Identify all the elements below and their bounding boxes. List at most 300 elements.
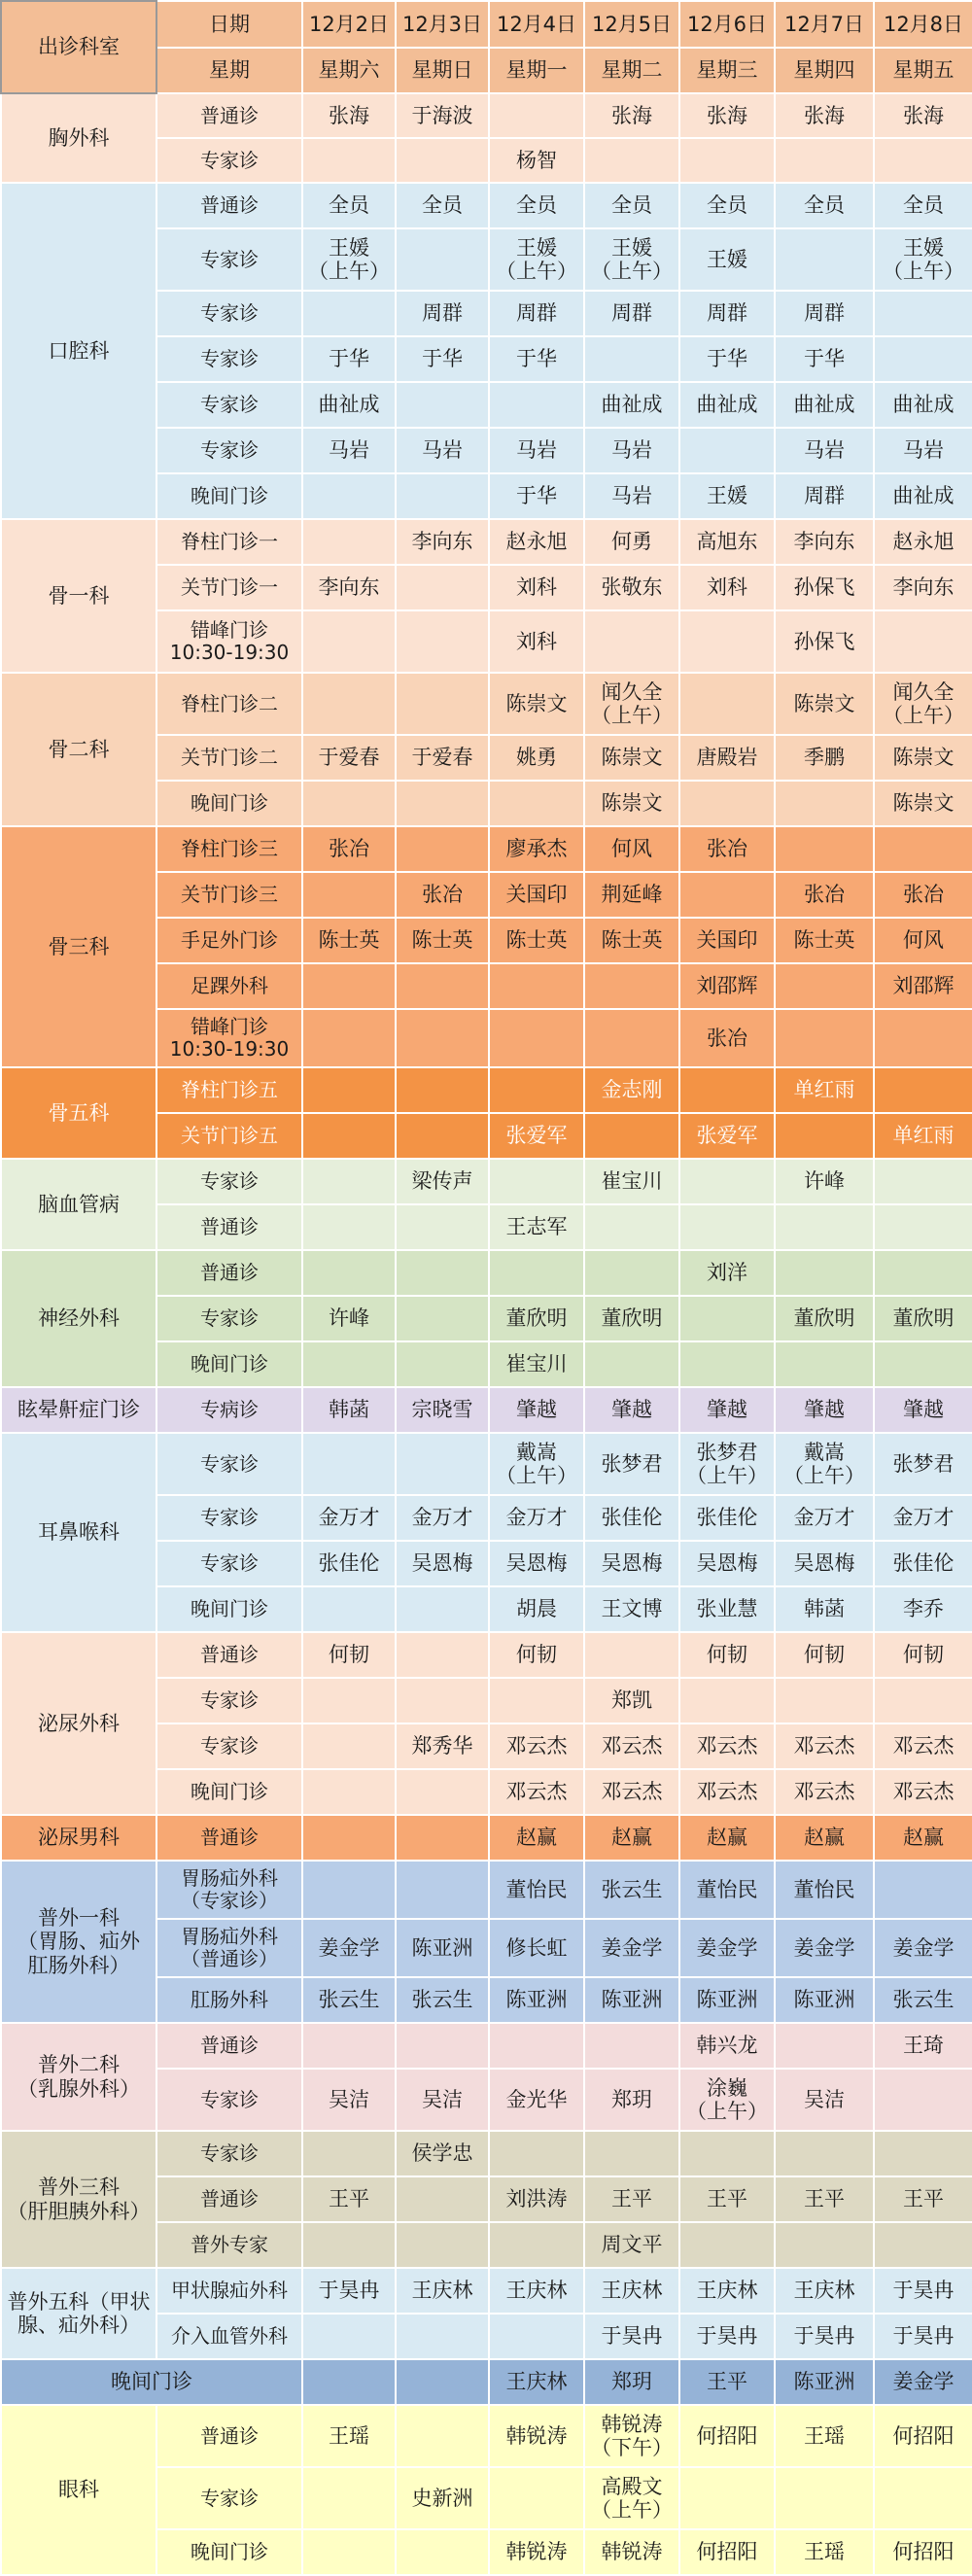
doctor-cell: 韩锐涛 （下午） bbox=[584, 2405, 679, 2467]
service-type: 关节门诊五 bbox=[156, 1113, 302, 1159]
doctor-cell: 董欣明 bbox=[584, 1296, 679, 1341]
doctor-cell: 陈亚洲 bbox=[679, 1977, 775, 2023]
doctor-cell bbox=[302, 1815, 396, 1861]
schedule-row bbox=[1, 1387, 972, 1433]
doctor-cell: 陈士英 bbox=[489, 918, 584, 963]
service-type: 专家诊 bbox=[156, 1678, 302, 1723]
doctor-cell: 陈士英 bbox=[302, 918, 396, 963]
service-type: 脊柱门诊五 bbox=[156, 1067, 302, 1113]
doctor-cell: 张业慧 bbox=[679, 1586, 775, 1632]
doctor-cell: 郑玥 bbox=[584, 2359, 679, 2405]
doctor-cell bbox=[396, 1769, 489, 1815]
doctor-cell: 吴恩梅 bbox=[775, 1541, 874, 1586]
weekday-cell: 星期五 bbox=[874, 48, 972, 93]
doctor-cell: 王瑶 bbox=[775, 2529, 874, 2575]
weekday-cell: 星期三 bbox=[679, 48, 775, 93]
doctor-cell bbox=[302, 1769, 396, 1815]
doctor-cell bbox=[489, 2023, 584, 2069]
weekday-cell: 星期六 bbox=[302, 48, 396, 93]
doctor-cell bbox=[584, 1113, 679, 1159]
doctor-cell: 邓云杰 bbox=[679, 1769, 775, 1815]
doctor-cell bbox=[874, 610, 972, 673]
department-name: 骨三科 bbox=[1, 826, 156, 1067]
doctor-cell: 何韧 bbox=[489, 1632, 584, 1678]
doctor-cell bbox=[396, 2314, 489, 2359]
department-name: 泌尿男科 bbox=[1, 1815, 156, 1861]
doctor-cell: 王庆林 bbox=[396, 2268, 489, 2314]
schedule-row bbox=[1, 1067, 972, 1113]
doctor-cell bbox=[396, 1341, 489, 1387]
doctor-cell bbox=[396, 1433, 489, 1495]
doctor-cell: 王媛 （上午） bbox=[584, 228, 679, 291]
doctor-cell bbox=[302, 2023, 396, 2069]
doctor-cell: 吴洁 bbox=[302, 2069, 396, 2131]
doctor-cell: 全员 bbox=[489, 183, 584, 228]
doctor-cell bbox=[396, 138, 489, 183]
doctor-cell bbox=[396, 963, 489, 1009]
doctor-cell: 孙保飞 bbox=[775, 565, 874, 610]
doctor-cell: 刘科 bbox=[679, 565, 775, 610]
doctor-cell: 姜金学 bbox=[302, 1919, 396, 1977]
service-type: 专家诊 bbox=[156, 138, 302, 183]
doctor-cell: 张冶 bbox=[775, 872, 874, 918]
date-cell: 12月4日 bbox=[489, 1, 584, 48]
doctor-cell: 张云生 bbox=[584, 1861, 679, 1919]
doctor-cell bbox=[302, 673, 396, 735]
doctor-cell: 金光华 bbox=[489, 2069, 584, 2131]
doctor-cell: 周文平 bbox=[584, 2222, 679, 2268]
service-type: 专家诊 bbox=[156, 228, 302, 291]
service-type: 专家诊 bbox=[156, 1159, 302, 1204]
doctor-cell: 姜金学 bbox=[679, 1919, 775, 1977]
doctor-cell: 全员 bbox=[302, 183, 396, 228]
doctor-cell bbox=[679, 781, 775, 826]
doctor-cell: 于昊冉 bbox=[874, 2314, 972, 2359]
doctor-cell: 韩锐涛 bbox=[584, 2529, 679, 2575]
doctor-cell bbox=[489, 1250, 584, 1296]
doctor-cell: 王媛 bbox=[679, 473, 775, 519]
doctor-cell bbox=[302, 519, 396, 565]
doctor-cell bbox=[396, 2222, 489, 2268]
doctor-cell: 赵赢 bbox=[489, 1815, 584, 1861]
doctor-cell: 陈崇文 bbox=[874, 781, 972, 826]
doctor-cell bbox=[775, 138, 874, 183]
doctor-cell: 韩菡 bbox=[302, 1387, 396, 1433]
doctor-cell bbox=[775, 228, 874, 291]
weekday-cell: 星期二 bbox=[584, 48, 679, 93]
doctor-cell: 张冶 bbox=[679, 1009, 775, 1067]
doctor-cell: 陈亚洲 bbox=[775, 1977, 874, 2023]
doctor-cell: 肇越 bbox=[874, 1387, 972, 1433]
doctor-cell: 王庆林 bbox=[679, 2268, 775, 2314]
doctor-cell bbox=[396, 1586, 489, 1632]
doctor-cell: 李向东 bbox=[302, 565, 396, 610]
doctor-cell bbox=[396, 1113, 489, 1159]
doctor-cell: 陈崇文 bbox=[874, 735, 972, 781]
schedule-row bbox=[1, 1632, 972, 1678]
doctor-cell: 赵赢 bbox=[584, 1815, 679, 1861]
doctor-cell: 马岩 bbox=[874, 428, 972, 473]
doctor-cell: 陈亚洲 bbox=[396, 1919, 489, 1977]
doctor-cell: 王庆林 bbox=[584, 2268, 679, 2314]
doctor-cell bbox=[874, 2467, 972, 2529]
doctor-cell: 韩锐涛 bbox=[489, 2529, 584, 2575]
service-type: 专家诊 bbox=[156, 2131, 302, 2176]
service-type: 普通诊 bbox=[156, 2176, 302, 2222]
doctor-cell bbox=[396, 781, 489, 826]
doctor-cell: 王平 bbox=[302, 2176, 396, 2222]
doctor-cell: 邓云杰 bbox=[775, 1723, 874, 1769]
doctor-cell: 张爱军 bbox=[679, 1113, 775, 1159]
service-type: 脊柱门诊一 bbox=[156, 519, 302, 565]
date-cell: 12月8日 bbox=[874, 1, 972, 48]
doctor-cell: 肇越 bbox=[489, 1387, 584, 1433]
doctor-cell: 史新洲 bbox=[396, 2467, 489, 2529]
doctor-cell: 陈士英 bbox=[584, 918, 679, 963]
doctor-cell bbox=[679, 872, 775, 918]
doctor-cell: 李乔 bbox=[874, 1586, 972, 1632]
doctor-cell: 张佳伦 bbox=[874, 1541, 972, 1586]
doctor-cell: 邓云杰 bbox=[775, 1769, 874, 1815]
doctor-cell bbox=[584, 1204, 679, 1250]
doctor-cell: 董怡民 bbox=[775, 1861, 874, 1919]
service-type: 晚间门诊 bbox=[156, 2529, 302, 2575]
doctor-cell bbox=[679, 2222, 775, 2268]
doctor-cell bbox=[302, 2359, 396, 2405]
doctor-cell bbox=[775, 826, 874, 872]
doctor-cell bbox=[584, 2131, 679, 2176]
doctor-cell: 陈崇文 bbox=[584, 735, 679, 781]
doctor-cell: 吴洁 bbox=[396, 2069, 489, 2131]
doctor-cell: 张海 bbox=[775, 93, 874, 138]
doctor-cell bbox=[302, 1723, 396, 1769]
doctor-cell: 陈亚洲 bbox=[584, 1977, 679, 2023]
doctor-cell: 于昊冉 bbox=[775, 2314, 874, 2359]
doctor-cell: 廖承杰 bbox=[489, 826, 584, 872]
doctor-cell: 张云生 bbox=[396, 1977, 489, 2023]
doctor-cell: 张佳伦 bbox=[679, 1495, 775, 1541]
service-type: 足踝外科 bbox=[156, 963, 302, 1009]
service-type: 晚间门诊 bbox=[156, 1586, 302, 1632]
doctor-cell bbox=[874, 291, 972, 336]
doctor-cell: 何风 bbox=[584, 826, 679, 872]
department-name: 神经外科 bbox=[1, 1250, 156, 1387]
service-type: 关节门诊一 bbox=[156, 565, 302, 610]
weekday-cell: 星期四 bbox=[775, 48, 874, 93]
schedule-row bbox=[1, 2131, 972, 2176]
doctor-cell: 马岩 bbox=[584, 428, 679, 473]
doctor-cell: 赵永旭 bbox=[489, 519, 584, 565]
doctor-cell: 于昊冉 bbox=[302, 2268, 396, 2314]
doctor-cell bbox=[302, 2467, 396, 2529]
doctor-cell bbox=[396, 1861, 489, 1919]
doctor-cell: 郑凯 bbox=[584, 1678, 679, 1723]
schedule-row bbox=[1, 1861, 972, 1919]
doctor-cell bbox=[775, 1009, 874, 1067]
doctor-cell bbox=[874, 2131, 972, 2176]
doctor-cell bbox=[396, 2359, 489, 2405]
doctor-cell bbox=[302, 1113, 396, 1159]
doctor-cell bbox=[302, 1586, 396, 1632]
service-type: 普通诊 bbox=[156, 1250, 302, 1296]
doctor-cell bbox=[396, 2023, 489, 2069]
doctor-cell bbox=[584, 336, 679, 382]
doctor-cell: 曲祉成 bbox=[874, 382, 972, 428]
service-type: 关节门诊三 bbox=[156, 872, 302, 918]
doctor-cell: 何韧 bbox=[302, 1632, 396, 1678]
doctor-cell: 周群 bbox=[396, 291, 489, 336]
doctor-cell: 张云生 bbox=[874, 1977, 972, 2023]
doctor-cell: 吴恩梅 bbox=[584, 1541, 679, 1586]
service-type: 脊柱门诊二 bbox=[156, 673, 302, 735]
department-name: 普外三科 （肝胆胰外科） bbox=[1, 2131, 156, 2268]
service-type: 专家诊 bbox=[156, 1541, 302, 1586]
doctor-cell: 王庆林 bbox=[489, 2268, 584, 2314]
doctor-cell bbox=[302, 1204, 396, 1250]
doctor-cell: 陈士英 bbox=[775, 918, 874, 963]
doctor-cell: 何勇 bbox=[584, 519, 679, 565]
doctor-cell: 韩锐涛 bbox=[489, 2405, 584, 2467]
doctor-cell: 涂巍 （上午） bbox=[679, 2069, 775, 2131]
doctor-cell: 于华 bbox=[489, 336, 584, 382]
service-type: 专家诊 bbox=[156, 336, 302, 382]
doctor-cell: 张佳伦 bbox=[584, 1495, 679, 1541]
service-type: 专病诊 bbox=[156, 1387, 302, 1433]
doctor-cell: 刘科 bbox=[489, 610, 584, 673]
doctor-cell: 姜金学 bbox=[584, 1919, 679, 1977]
doctor-cell bbox=[874, 1067, 972, 1113]
doctor-cell bbox=[489, 2222, 584, 2268]
service-type: 晚间门诊 bbox=[156, 781, 302, 826]
service-type: 关节门诊二 bbox=[156, 735, 302, 781]
service-type: 专家诊 bbox=[156, 2467, 302, 2529]
doctor-cell bbox=[584, 2023, 679, 2069]
doctor-cell: 张冶 bbox=[874, 872, 972, 918]
doctor-cell: 崔宝川 bbox=[489, 1341, 584, 1387]
doctor-cell: 郑玥 bbox=[584, 2069, 679, 2131]
doctor-cell: 高殿文 （上午） bbox=[584, 2467, 679, 2529]
date-cell: 12月3日 bbox=[396, 1, 489, 48]
doctor-cell: 王庆林 bbox=[775, 2268, 874, 2314]
service-type: 胃肠疝外科 （专家诊） bbox=[156, 1861, 302, 1919]
doctor-cell bbox=[874, 2069, 972, 2131]
doctor-cell bbox=[584, 138, 679, 183]
doctor-cell: 高旭东 bbox=[679, 519, 775, 565]
doctor-cell bbox=[396, 1250, 489, 1296]
doctor-cell bbox=[302, 1678, 396, 1723]
doctor-cell: 于华 bbox=[775, 336, 874, 382]
doctor-cell bbox=[584, 963, 679, 1009]
doctor-cell bbox=[874, 1159, 972, 1204]
department-name: 普外二科 （乳腺外科） bbox=[1, 2023, 156, 2131]
department-name: 眩晕鼾症门诊 bbox=[1, 1387, 156, 1433]
doctor-cell: 赵赢 bbox=[874, 1815, 972, 1861]
doctor-cell bbox=[679, 1341, 775, 1387]
department-name: 骨五科 bbox=[1, 1067, 156, 1159]
department-name: 普外一科 （胃肠、疝外 肛肠外科） bbox=[1, 1861, 156, 2023]
service-type: 错峰门诊 10:30-19:30 bbox=[156, 610, 302, 673]
doctor-cell: 邓云杰 bbox=[874, 1769, 972, 1815]
doctor-cell: 刘洪涛 bbox=[489, 2176, 584, 2222]
doctor-cell bbox=[775, 1113, 874, 1159]
service-type: 普通诊 bbox=[156, 183, 302, 228]
doctor-cell bbox=[679, 138, 775, 183]
doctor-cell bbox=[396, 1678, 489, 1723]
doctor-cell bbox=[396, 826, 489, 872]
doctor-cell: 张云生 bbox=[302, 1977, 396, 2023]
doctor-cell: 金万才 bbox=[489, 1495, 584, 1541]
doctor-cell bbox=[584, 1250, 679, 1296]
doctor-cell: 肇越 bbox=[775, 1387, 874, 1433]
doctor-cell bbox=[396, 1067, 489, 1113]
doctor-cell: 姜金学 bbox=[775, 1919, 874, 1977]
doctor-cell bbox=[679, 1067, 775, 1113]
doctor-cell bbox=[874, 1204, 972, 1250]
department-name: 骨二科 bbox=[1, 673, 156, 826]
doctor-cell bbox=[302, 1250, 396, 1296]
service-type: 专家诊 bbox=[156, 1723, 302, 1769]
doctor-cell: 董欣明 bbox=[775, 1296, 874, 1341]
doctor-cell: 吴洁 bbox=[775, 2069, 874, 2131]
doctor-cell: 何风 bbox=[874, 918, 972, 963]
doctor-cell bbox=[679, 673, 775, 735]
department-name: 耳鼻喉科 bbox=[1, 1433, 156, 1632]
schedule-row bbox=[1, 673, 972, 735]
doctor-cell bbox=[874, 1341, 972, 1387]
doctor-cell bbox=[489, 1159, 584, 1204]
doctor-cell: 吴恩梅 bbox=[489, 1541, 584, 1586]
doctor-cell: 邓云杰 bbox=[489, 1723, 584, 1769]
doctor-cell: 王媛 （上午） bbox=[874, 228, 972, 291]
doctor-cell: 何招阳 bbox=[679, 2529, 775, 2575]
doctor-cell: 孙保飞 bbox=[775, 610, 874, 673]
doctor-cell: 张海 bbox=[584, 93, 679, 138]
doctor-cell: 曲祉成 bbox=[679, 382, 775, 428]
service-type: 普通诊 bbox=[156, 2405, 302, 2467]
doctor-cell bbox=[775, 781, 874, 826]
service-type: 脊柱门诊三 bbox=[156, 826, 302, 872]
doctor-cell: 董欣明 bbox=[489, 1296, 584, 1341]
doctor-cell: 张敬东 bbox=[584, 565, 679, 610]
doctor-cell bbox=[874, 1009, 972, 1067]
doctor-cell bbox=[302, 781, 396, 826]
doctor-cell: 马岩 bbox=[775, 428, 874, 473]
doctor-cell: 曲祉成 bbox=[775, 382, 874, 428]
doctor-cell: 何招阳 bbox=[874, 2529, 972, 2575]
service-type: 普通诊 bbox=[156, 1204, 302, 1250]
doctor-cell bbox=[396, 1632, 489, 1678]
doctor-cell: 刘邵辉 bbox=[679, 963, 775, 1009]
doctor-cell: 陈崇文 bbox=[489, 673, 584, 735]
department-name: 普外五科（甲状 腺、疝外科） bbox=[1, 2268, 156, 2359]
doctor-cell bbox=[489, 2467, 584, 2529]
doctor-cell: 何招阳 bbox=[874, 2405, 972, 2467]
doctor-cell: 许峰 bbox=[775, 1159, 874, 1204]
doctor-cell: 张梦君 （上午） bbox=[679, 1433, 775, 1495]
department-name: 晚间门诊 bbox=[1, 2359, 302, 2405]
doctor-cell bbox=[775, 1678, 874, 1723]
doctor-cell: 马岩 bbox=[396, 428, 489, 473]
doctor-cell bbox=[679, 1159, 775, 1204]
doctor-cell: 董怡民 bbox=[489, 1861, 584, 1919]
doctor-cell: 崔宝川 bbox=[584, 1159, 679, 1204]
doctor-cell: 张佳伦 bbox=[302, 1541, 396, 1586]
department-name: 眼科 bbox=[1, 2405, 156, 2575]
doctor-cell: 李向东 bbox=[396, 519, 489, 565]
service-type: 专家诊 bbox=[156, 382, 302, 428]
doctor-cell bbox=[874, 1250, 972, 1296]
doctor-cell: 曲祉成 bbox=[874, 473, 972, 519]
schedule-row bbox=[1, 2268, 972, 2314]
doctor-cell bbox=[584, 1632, 679, 1678]
doctor-cell: 于爱春 bbox=[302, 735, 396, 781]
schedule-row bbox=[1, 183, 972, 228]
doctor-cell bbox=[874, 2222, 972, 2268]
doctor-cell: 王庆林 bbox=[489, 2359, 584, 2405]
doctor-cell: 何招阳 bbox=[679, 2405, 775, 2467]
doctor-cell: 赵赢 bbox=[679, 1815, 775, 1861]
doctor-cell: 张梦君 bbox=[584, 1433, 679, 1495]
doctor-cell: 全员 bbox=[584, 183, 679, 228]
doctor-cell: 周群 bbox=[775, 291, 874, 336]
doctor-cell bbox=[775, 963, 874, 1009]
doctor-cell bbox=[775, 2023, 874, 2069]
doctor-cell: 于华 bbox=[679, 336, 775, 382]
doctor-cell: 许峰 bbox=[302, 1296, 396, 1341]
service-type: 晚间门诊 bbox=[156, 1341, 302, 1387]
doctor-cell: 金志刚 bbox=[584, 1067, 679, 1113]
service-type: 手足外门诊 bbox=[156, 918, 302, 963]
date-cell: 12月2日 bbox=[302, 1, 396, 48]
service-type: 甲状腺疝外科 bbox=[156, 2268, 302, 2314]
doctor-cell bbox=[396, 1204, 489, 1250]
doctor-cell: 肇越 bbox=[679, 1387, 775, 1433]
doctor-cell bbox=[489, 1678, 584, 1723]
doctor-cell: 侯学忠 bbox=[396, 2131, 489, 2176]
service-type: 肛肠外科 bbox=[156, 1977, 302, 2023]
doctor-cell: 何韧 bbox=[679, 1632, 775, 1678]
doctor-cell bbox=[679, 2131, 775, 2176]
doctor-cell: 王媛 （上午） bbox=[302, 228, 396, 291]
doctor-cell: 吴恩梅 bbox=[396, 1541, 489, 1586]
doctor-cell: 邓云杰 bbox=[489, 1769, 584, 1815]
doctor-cell bbox=[874, 336, 972, 382]
schedule-row bbox=[1, 826, 972, 872]
doctor-cell bbox=[489, 1067, 584, 1113]
doctor-cell: 邓云杰 bbox=[679, 1723, 775, 1769]
service-type: 专家诊 bbox=[156, 1495, 302, 1541]
doctor-cell: 于华 bbox=[302, 336, 396, 382]
doctor-cell: 刘洋 bbox=[679, 1250, 775, 1296]
date-label: 日期 bbox=[156, 1, 302, 48]
doctor-cell: 周群 bbox=[489, 291, 584, 336]
doctor-cell bbox=[302, 1159, 396, 1204]
service-type: 介入血管外科 bbox=[156, 2314, 302, 2359]
doctor-cell: 胡晨 bbox=[489, 1586, 584, 1632]
doctor-cell bbox=[679, 1296, 775, 1341]
doctor-cell: 于华 bbox=[396, 336, 489, 382]
doctor-cell bbox=[396, 2405, 489, 2467]
doctor-cell: 金万才 bbox=[396, 1495, 489, 1541]
doctor-cell bbox=[302, 2131, 396, 2176]
doctor-cell: 张冶 bbox=[396, 872, 489, 918]
doctor-cell: 周群 bbox=[584, 291, 679, 336]
doctor-cell: 马岩 bbox=[489, 428, 584, 473]
doctor-cell: 董怡民 bbox=[679, 1861, 775, 1919]
doctor-cell: 关国印 bbox=[489, 872, 584, 918]
doctor-cell bbox=[489, 1009, 584, 1067]
date-cell: 12月5日 bbox=[584, 1, 679, 48]
